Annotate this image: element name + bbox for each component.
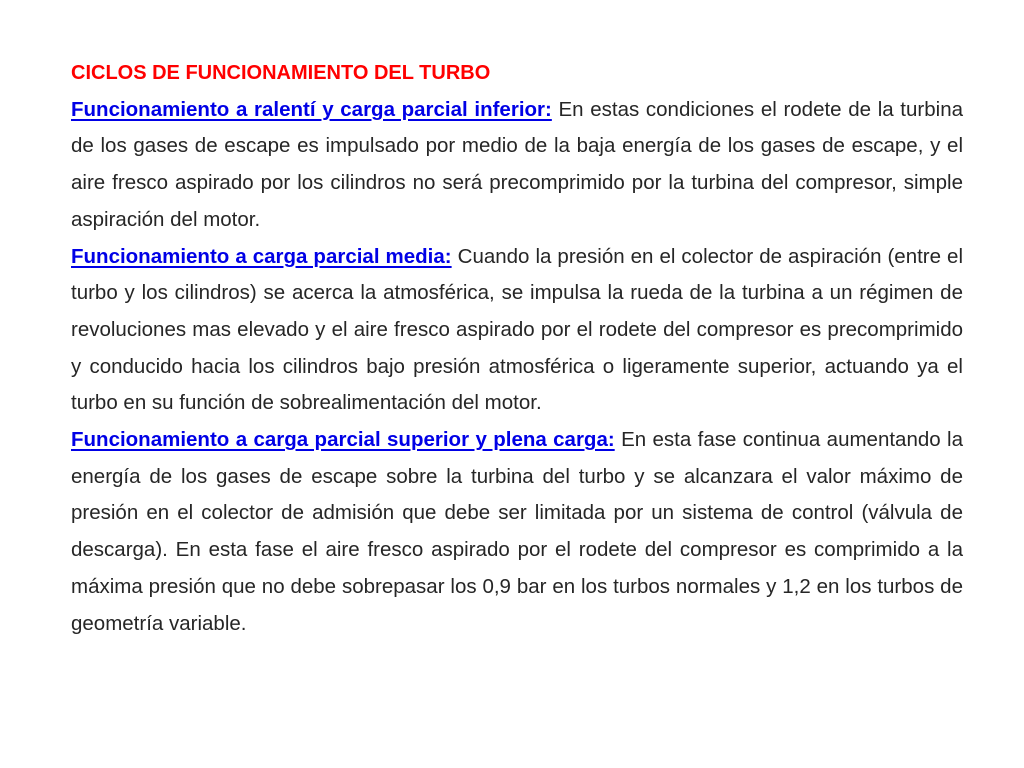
section-carga-media	[71, 239, 963, 423]
section-body: En esta fase continua aumentando la energía de los gases de escape sobre la turbina del turbo y se alcanzara el valor máximo de presión en el colector de admisión que debe ser limitada por un sistema de control (válvula de descarga). En esta fase el aire fresco aspirado por el rodete del compresor es comprimido a la máxima presión que no debe sobrepasar los 0,9 bar en los turbos normales y 1,2 en los turbos de geometría variable.	[71, 428, 963, 635]
section-plena-carga	[71, 422, 963, 642]
section-body: Cuando la presión en el colector de aspiración (entre el turbo y los cilindros) se acerca la atmosférica, se impulsa la rueda de la turbina a un régimen de revoluciones mas elevado y el aire fresco aspirado por el rodete del compresor es precomprimido y conducido hacia los cilindros bajo presión atmosférica o ligeramente superior, actuando ya el turbo en su función de sobrealimentación del motor.	[71, 244, 963, 415]
section-heading: Funcionamiento a carga parcial superior y plena carga:	[71, 428, 615, 452]
slide-title: CICLOS DE FUNCIONAMIENTO DEL TURBO	[71, 62, 491, 84]
section-heading: Funcionamiento a ralentí y carga parcial inferior:	[71, 97, 552, 121]
section-heading: Funcionamiento a carga parcial media:	[71, 244, 452, 268]
section-body: En estas condiciones el rodete de la turbina de los gases de escape es impulsado por medio de la baja energía de los gases de escape, y el aire fresco aspirado por los cilindros no será precomprimido por la turbina del compresor, simple aspiración del motor.	[71, 97, 963, 231]
slide-content	[71, 55, 963, 642]
section-ralenti	[71, 92, 963, 239]
